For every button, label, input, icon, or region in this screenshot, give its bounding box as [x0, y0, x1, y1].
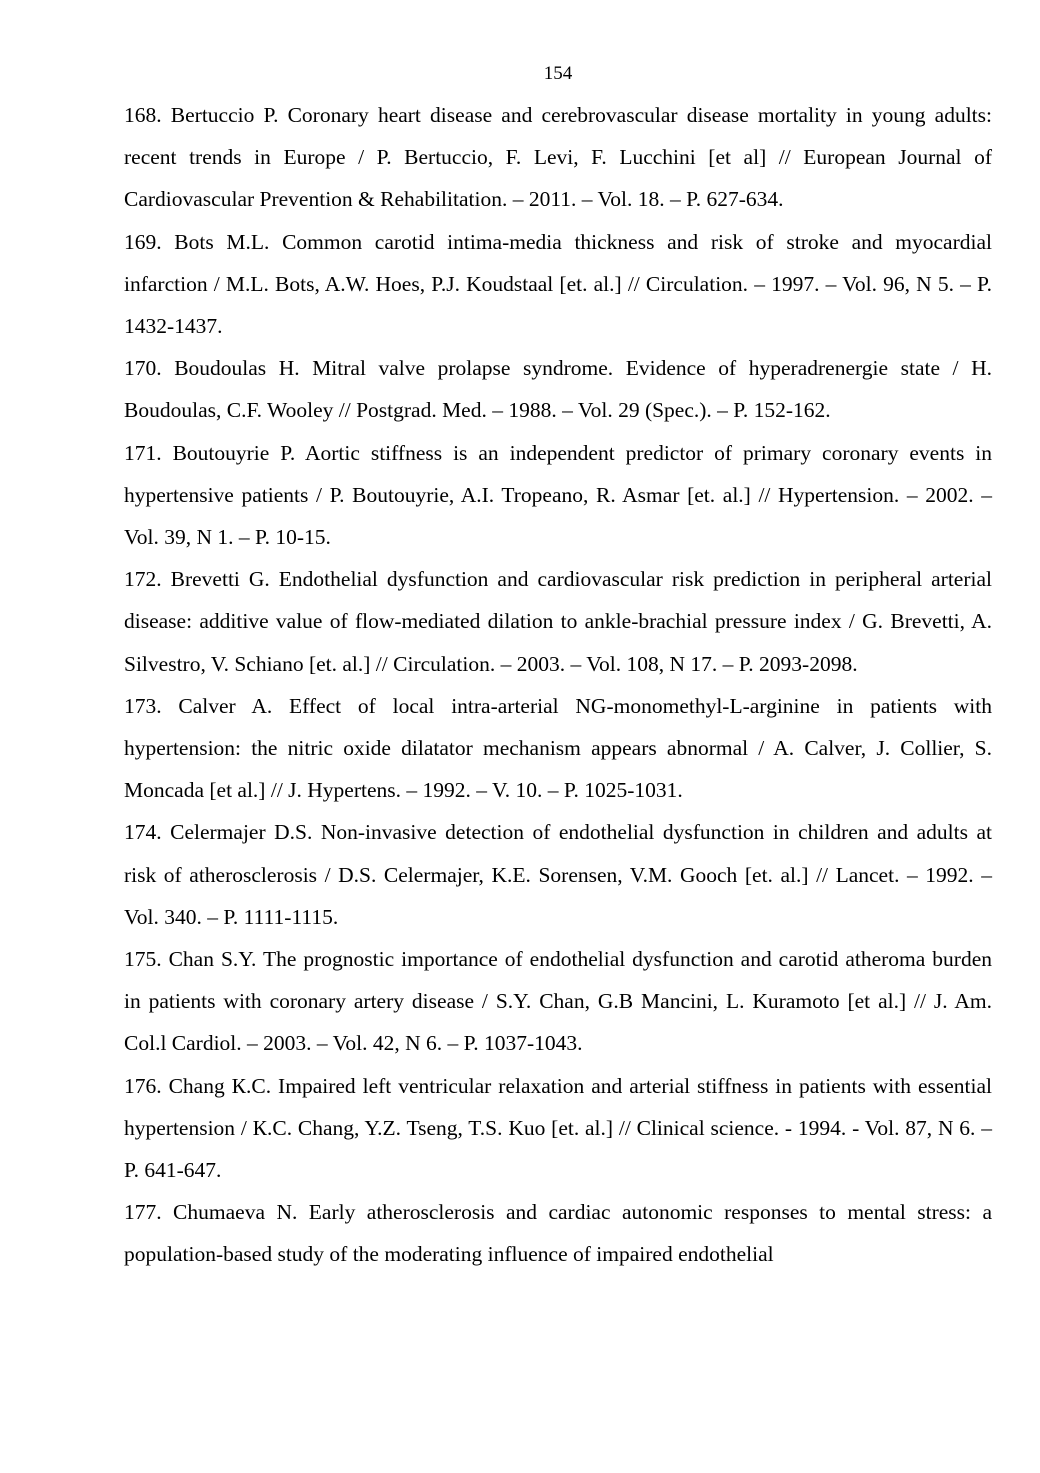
reference-item: 173. Calver A. Effect of local intra-arterial NG-monomethyl-L-arginine in patients with hypertension: the nitric oxide dilatator mechanism appears abnormal / A. Calver, J. Collier, S. Moncada [et al.] // J. Hypertens. – 1992. – V. 10. – P. 1025-1031.	[124, 693, 992, 803]
reference-item: 176. Chang К.C. Impaired left ventricular relaxation and arterial stiffness in patients with essential hypertension / К.C. Chang, Y.Z. Tseng, T.S. Kuo [et. al.] // Clinical science. - 1994. - Vol. 87, N 6. – P. 641-647.	[124, 1073, 992, 1183]
reference-item: 169. Bots M.L. Common carotid intima-media thickness and risk of stroke and myocardial infarction / M.L. Bots, A.W. Hoes, P.J. Koudstaal [et. al.] // Circulation. – 1997. – Vol. 96, N 5. – P. 1432-1437.	[124, 229, 992, 339]
reference-item: 172. Brevetti G. Endothelial dysfunction and cardiovascular risk prediction in peripheral arterial disease: additive value of flow-mediated dilation to ankle-brachial pressure index / G. Brevetti, A. Silvestro, V. Schiano [et. al.] // Circulation. – 2003. – Vol. 108, N 17. – P. 2093-2098.	[124, 567, 992, 676]
reference-item: 168. Bertuccio P. Coronary heart disease and cerebrovascular disease mortality in young adults: recent trends in Europe / P. Bertuccio, F. Levi, F. Lucchini [et al] // European Journal of Cardiovascular Prevention & Rehabilitation. – 2011. – Vol. 18. – P. 627-634.	[124, 103, 992, 212]
reference-item: 171. Boutouyrie P. Aortic stiffness is an independent predictor of primary coronary events in hypertensive patients / P. Boutouyrie, A.I. Tropeano, R. Asmar [et. al.] // Hypertension. – 2002. – Vol. 39, N 1. – P. 10-15.	[124, 440, 992, 550]
reference-item: 170. Boudoulas H. Mitral valve prolapse syndrome. Evidence of hyperadrenergie state / H. Boudoulas, C.F. Wooley // Postgrad. Med. – 1988. – Vol. 29 (Spec.). – P. 152-162.	[124, 356, 992, 423]
reference-item: 174. Celermajer D.S. Non-invasive detection of endothelial dysfunction in children and adults at risk of atherosclerosis / D.S. Celermajer, K.E. Sorensen, V.M. Gooch [et. al.] // Lancet. – 1992. – Vol. 340. – P. 1111-1115.	[124, 820, 992, 929]
reference-item: 175. Chan S.Y. The prognostic importance of endothelial dysfunction and carotid atheroma burden in patients with coronary artery disease / S.Y. Chan, G.B Mancini, L. Kuramoto [et al.] // J. Am. Col.l Cardiol. – 2003. – Vol. 42, N 6. – P. 1037-1043.	[124, 947, 992, 1056]
reference-item: 177. Chumaeva N. Early atherosclerosis and cardiac autonomic responses to mental stress: a population-based study of the moderating influence of impaired endothelial	[124, 1200, 992, 1267]
page-number: 154	[543, 63, 573, 84]
reference-list	[124, 94, 992, 1276]
